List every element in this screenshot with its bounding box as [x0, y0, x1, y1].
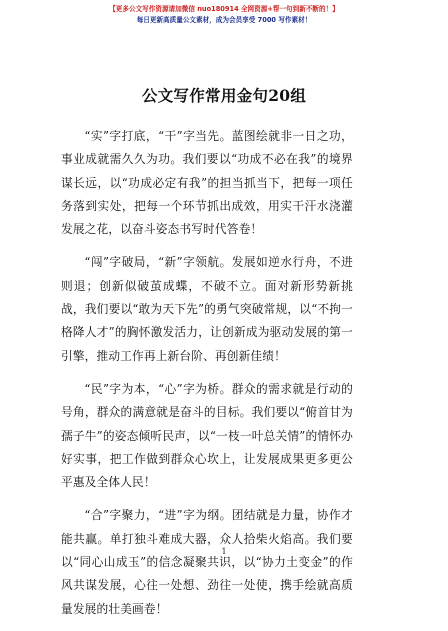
promo-banner-line-2: 每日更新高质量公文素材，成为会员享受 7000 写作素材！ [136, 16, 312, 24]
paragraph-he: “合”字聚力，“进”字为纲。团结就是力量，协作才能共赢。单打独斗难成大器，众人拾柴火焰高。我们要以“同心山成玉”的信念凝聚共识，以“协力土变金”的作风共谋发展，心往一处想、劲往一处使，携手绘就高质量发展的壮美画卷！ [61, 508, 353, 616]
paragraph-chuang: “闯”字破局，“新”字领航。发展如逆水行舟，不进则退；创新似破茧成蝶，不破不立。面对新形势新挑战，我们要以“敢为天下先”的勇气突破常规，以“不拘一格降人才”的胸怀激发活力，让创新成为驱动发展的第一引擎，推动工作再上新台阶、再创新佳绩！ [61, 255, 353, 363]
paragraph-min: “民”字为本，“心”字为桥。群众的需求就是行动的号角，群众的满意就是奋斗的目标。我们要以“俯首甘为孺子牛”的姿态倾听民声，以“一枝一叶总关情”的情怀办好实事，把工作做到群众心坎上，让发展成果更多更公平惠及全体人民！ [61, 381, 353, 490]
paragraph-shi: “实”字打底，“干”字当先。蓝图绘就非一日之功，事业成就需久久为功。我们要以“功成不必在我”的境界谋长远，以“功成必定有我”的担当抓当下，把每一项任务落到实处，把每一个环节抓出成效，用实干汗水浇灌发展之花，以奋斗姿态书写时代答卷！ [61, 129, 353, 237]
promo-banner [0, 4, 448, 26]
promo-banner-line-1: 【更多公文写作资源请加微信 nuo180914 全网资源+帮一句到新不断的！】 [109, 5, 339, 13]
document-title: 公文写作常用金句20组 [141, 86, 307, 105]
page-number: 1 [221, 547, 227, 556]
